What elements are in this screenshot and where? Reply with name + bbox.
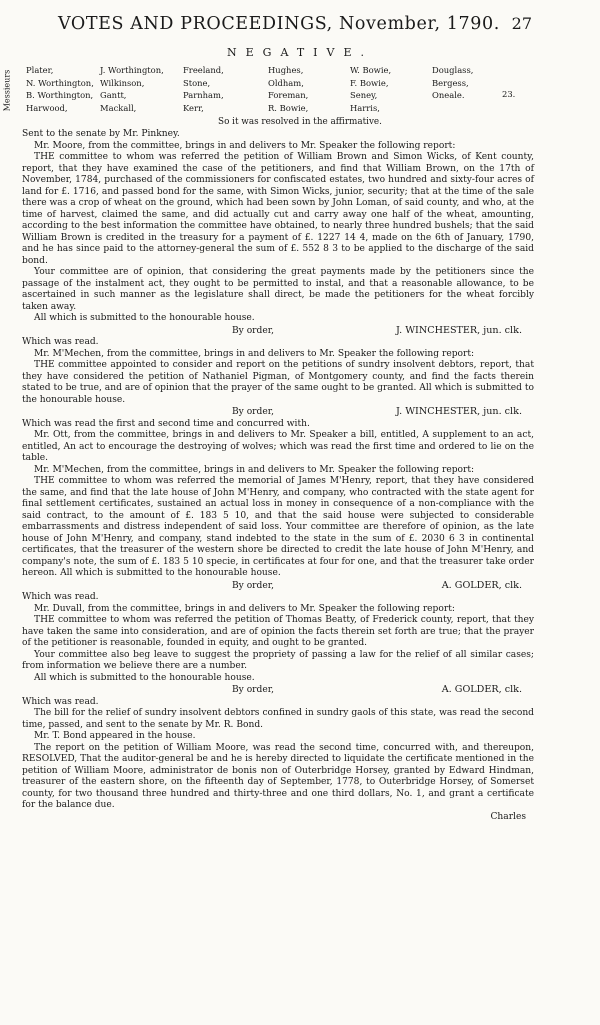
signature-line <box>22 406 534 419</box>
vote-result: So it was resolved in the affirmative. <box>218 117 382 127</box>
paragraph: All which is submitted to the honourable house. <box>34 313 255 323</box>
clerk-signature: J. WINCHESTER, jun. clk. <box>396 406 522 417</box>
signature-line <box>22 325 534 338</box>
paragraph: THE committee to whom was referred the petition of Thomas Beatty, of Frederick county, report, that they have taken the same into consideration, and are of opinion the facts therein set forth are true; that the prayer of the petitioner is reasonable, founded in equity, and ought to be granted. <box>22 615 534 648</box>
member-name: Douglass, <box>432 65 474 75</box>
member-name: B. Worthington, <box>26 90 94 101</box>
by-order-text: By order, <box>232 407 274 417</box>
vote-heading: NEGATIVE. <box>227 46 373 59</box>
paragraph: Which was read. <box>22 337 99 347</box>
clerk-signature: A. GOLDER, clk. <box>441 579 522 591</box>
vote-names-column <box>100 64 164 114</box>
paragraph: Mr. M'Mechen, from the committee, brings in and delivers to Mr. Speaker the following report: <box>34 464 475 475</box>
paragraph: Which was read. <box>22 592 99 602</box>
signature-line <box>22 684 534 697</box>
vote-label-text: Messieurs <box>2 69 12 112</box>
member-name: Gantt, <box>100 90 127 101</box>
paragraph: All which is submitted to the honourable house. <box>34 672 255 683</box>
member-name: Kerr, <box>183 102 204 113</box>
paragraph: Sent to the senate by Mr. Pinkney. <box>22 129 180 139</box>
member-name: Seney, <box>350 90 378 101</box>
paragraph: Mr. Ott, from the committee, brings in and delivers to Mr. Speaker a bill, entitled, A supplement to an act, entitled, An act to encourage the destroying of wolves; which was read the first time and ordered to lie on the table. <box>22 430 534 463</box>
paragraph: Mr. T. Bond appeared in the house. <box>34 731 196 741</box>
paragraph: Your committee also beg leave to suggest the propriety of passing a law for the relief of all similar cases; from information we believe there are a number. <box>22 649 534 671</box>
member-name: Hughes, <box>268 65 304 75</box>
member-name: Stone, <box>183 77 211 88</box>
member-name: Foreman, <box>268 90 309 101</box>
paragraph: The bill for the relief of sundry insolvent debtors confined in sundry gaols of this state, was read the second time, passed, and sent to the senate by Mr. R. Bond. <box>22 708 534 730</box>
by-order-text: By order, <box>232 325 274 336</box>
paragraph: The report on the petition of William Moore, was read the second time, concurred with, and thereupon, RESOLVED, That the auditor-general be and he is hereby directed to liquidate the certificate mentioned in the petition of William Moore, administrator de bonis non of Outerbridge Horsey, granted by Edward Hindman, treasurer of the eastern shore, on the fifteenth day of September, 1778, to Outerbridge Horsey, of Somerset county, for two thousand three hundred and thirty-three and one third dollars, No. 1, and grant a certificate for the balance due. <box>22 742 534 810</box>
member-name: Harwood, <box>26 102 68 113</box>
member-name: Freeland, <box>183 65 224 75</box>
member-name: W. Bowie, <box>350 65 392 75</box>
member-name: R. Bowie, <box>268 102 309 113</box>
paragraph: Mr. Moore, from the committee, brings in and delivers to Mr. Speaker the following report: <box>34 140 456 151</box>
member-name: Wilkinson, <box>100 77 145 88</box>
vote-names-column <box>183 64 224 114</box>
member-name: Mackall, <box>100 102 137 113</box>
vote-count: 23. <box>502 89 516 99</box>
clerk-signature: A. GOLDER, clk. <box>441 684 522 695</box>
catchword: Charles <box>490 811 526 822</box>
member-name: Parnham, <box>183 90 224 101</box>
vote-names-column <box>432 64 473 102</box>
paragraph: Which was read. <box>22 696 99 707</box>
by-order-text: By order, <box>232 580 274 591</box>
by-order-text: By order, <box>232 685 274 695</box>
vote-names-column <box>350 64 391 114</box>
paragraph: THE committee appointed to consider and report on the petitions of sundry insolvent debtors, report, that they have considered the petition of Nathaniel Pigman, of Montgomery county, and find the facts therein stated to be true, and are of opinion that the prayer of the same ought to be granted. All which is submitted to the honourable house. <box>22 360 534 405</box>
member-name: J. Worthington, <box>100 65 164 75</box>
paragraph: Mr. Duvall, from the committee, brings in and delivers to Mr. Speaker the following report: <box>34 603 455 614</box>
member-name: Oneale. <box>432 90 465 101</box>
member-name: Plater, <box>26 65 54 75</box>
paragraph: Your committee are of opinion, that considering the great payments made by the petitioners since the passage of the instalment act, they ought to be permitted to instal, and that a reasonable allowance, to be ascertained in such manner as the legislature shall direct, be made the petitioners for the wheat forcibly taken away. <box>22 267 534 312</box>
page-title: VOTES AND PROCEEDINGS, November, 1790. <box>58 14 500 34</box>
paragraph: Which was read the first and second time and concurred with. <box>22 418 310 429</box>
member-name: Harris, <box>350 102 380 113</box>
vote-names-column <box>26 64 94 114</box>
member-name: Oldham, <box>268 77 304 88</box>
proceedings-body <box>22 129 534 823</box>
member-name: F. Bowie, <box>350 77 389 88</box>
signature-line <box>22 580 534 593</box>
vote-names-column <box>268 64 308 114</box>
member-name: Bergess, <box>432 77 469 88</box>
page-number: 27 <box>511 14 532 33</box>
clerk-signature: J. WINCHESTER, jun. clk. <box>396 324 522 336</box>
page-header <box>0 14 600 38</box>
vote-label <box>4 64 16 120</box>
paragraph: THE committee to whom was referred the memorial of James M'Henry, report, that they have considered the same, and find that the late house of John M'Henry, and company, who contracted with the state agent for final settlement certificates, sustained an actual loss in money in consequence of a non-compliance with the said contract, to the amount of £. 183 5 10, and that the said house were subjected to considerable embarrassments and distress independent of said loss. Your committee are therefore of opinion, as the late house of John M'Henry, and company, stand indebted to the state in the sum of £. 2030 6 3 in continental certificates, that the treasurer of the western shore be directed to credit the late house of John M'Henry, and company's note, the sum of £. 183 5 10 specie, in certificates at four for one, and that the treasurer take order hereon. All which is submitted to the honourable house. <box>22 476 534 578</box>
paragraph: Mr. M'Mechen, from the committee, brings in and delivers to Mr. Speaker the following report: <box>34 348 475 359</box>
member-name: N. Worthington, <box>26 77 94 88</box>
paragraph: THE committee to whom was referred the petition of William Brown and Simon Wicks, of Kent county, report, that they have examined the case of the petitioners, and find that William Brown, on the 17th of November, 1784, purchased of the commissioners for confiscated estates, two hundred and sixty-four acres of land for £. 1716, and passed bond for the same, with Simon Wicks, junior, security; that at the time of the sale there was a crop of wheat on the ground, which had been sown by John Loman, of said county, and who, at the time of harvest, claimed the same, and did actually cut and carry away one half of the wheat, amounting, according to the best information the committee have obtained, to nearly three hundred bushels; that the said William Brown is credited in the treasury for a payment of £. 1227 14 4, made on the 6th of January, 1790, and he has since paid to the attorney-general the sum of £. 552 8 3 to be applied to the discharge of the said bond. <box>22 152 534 266</box>
